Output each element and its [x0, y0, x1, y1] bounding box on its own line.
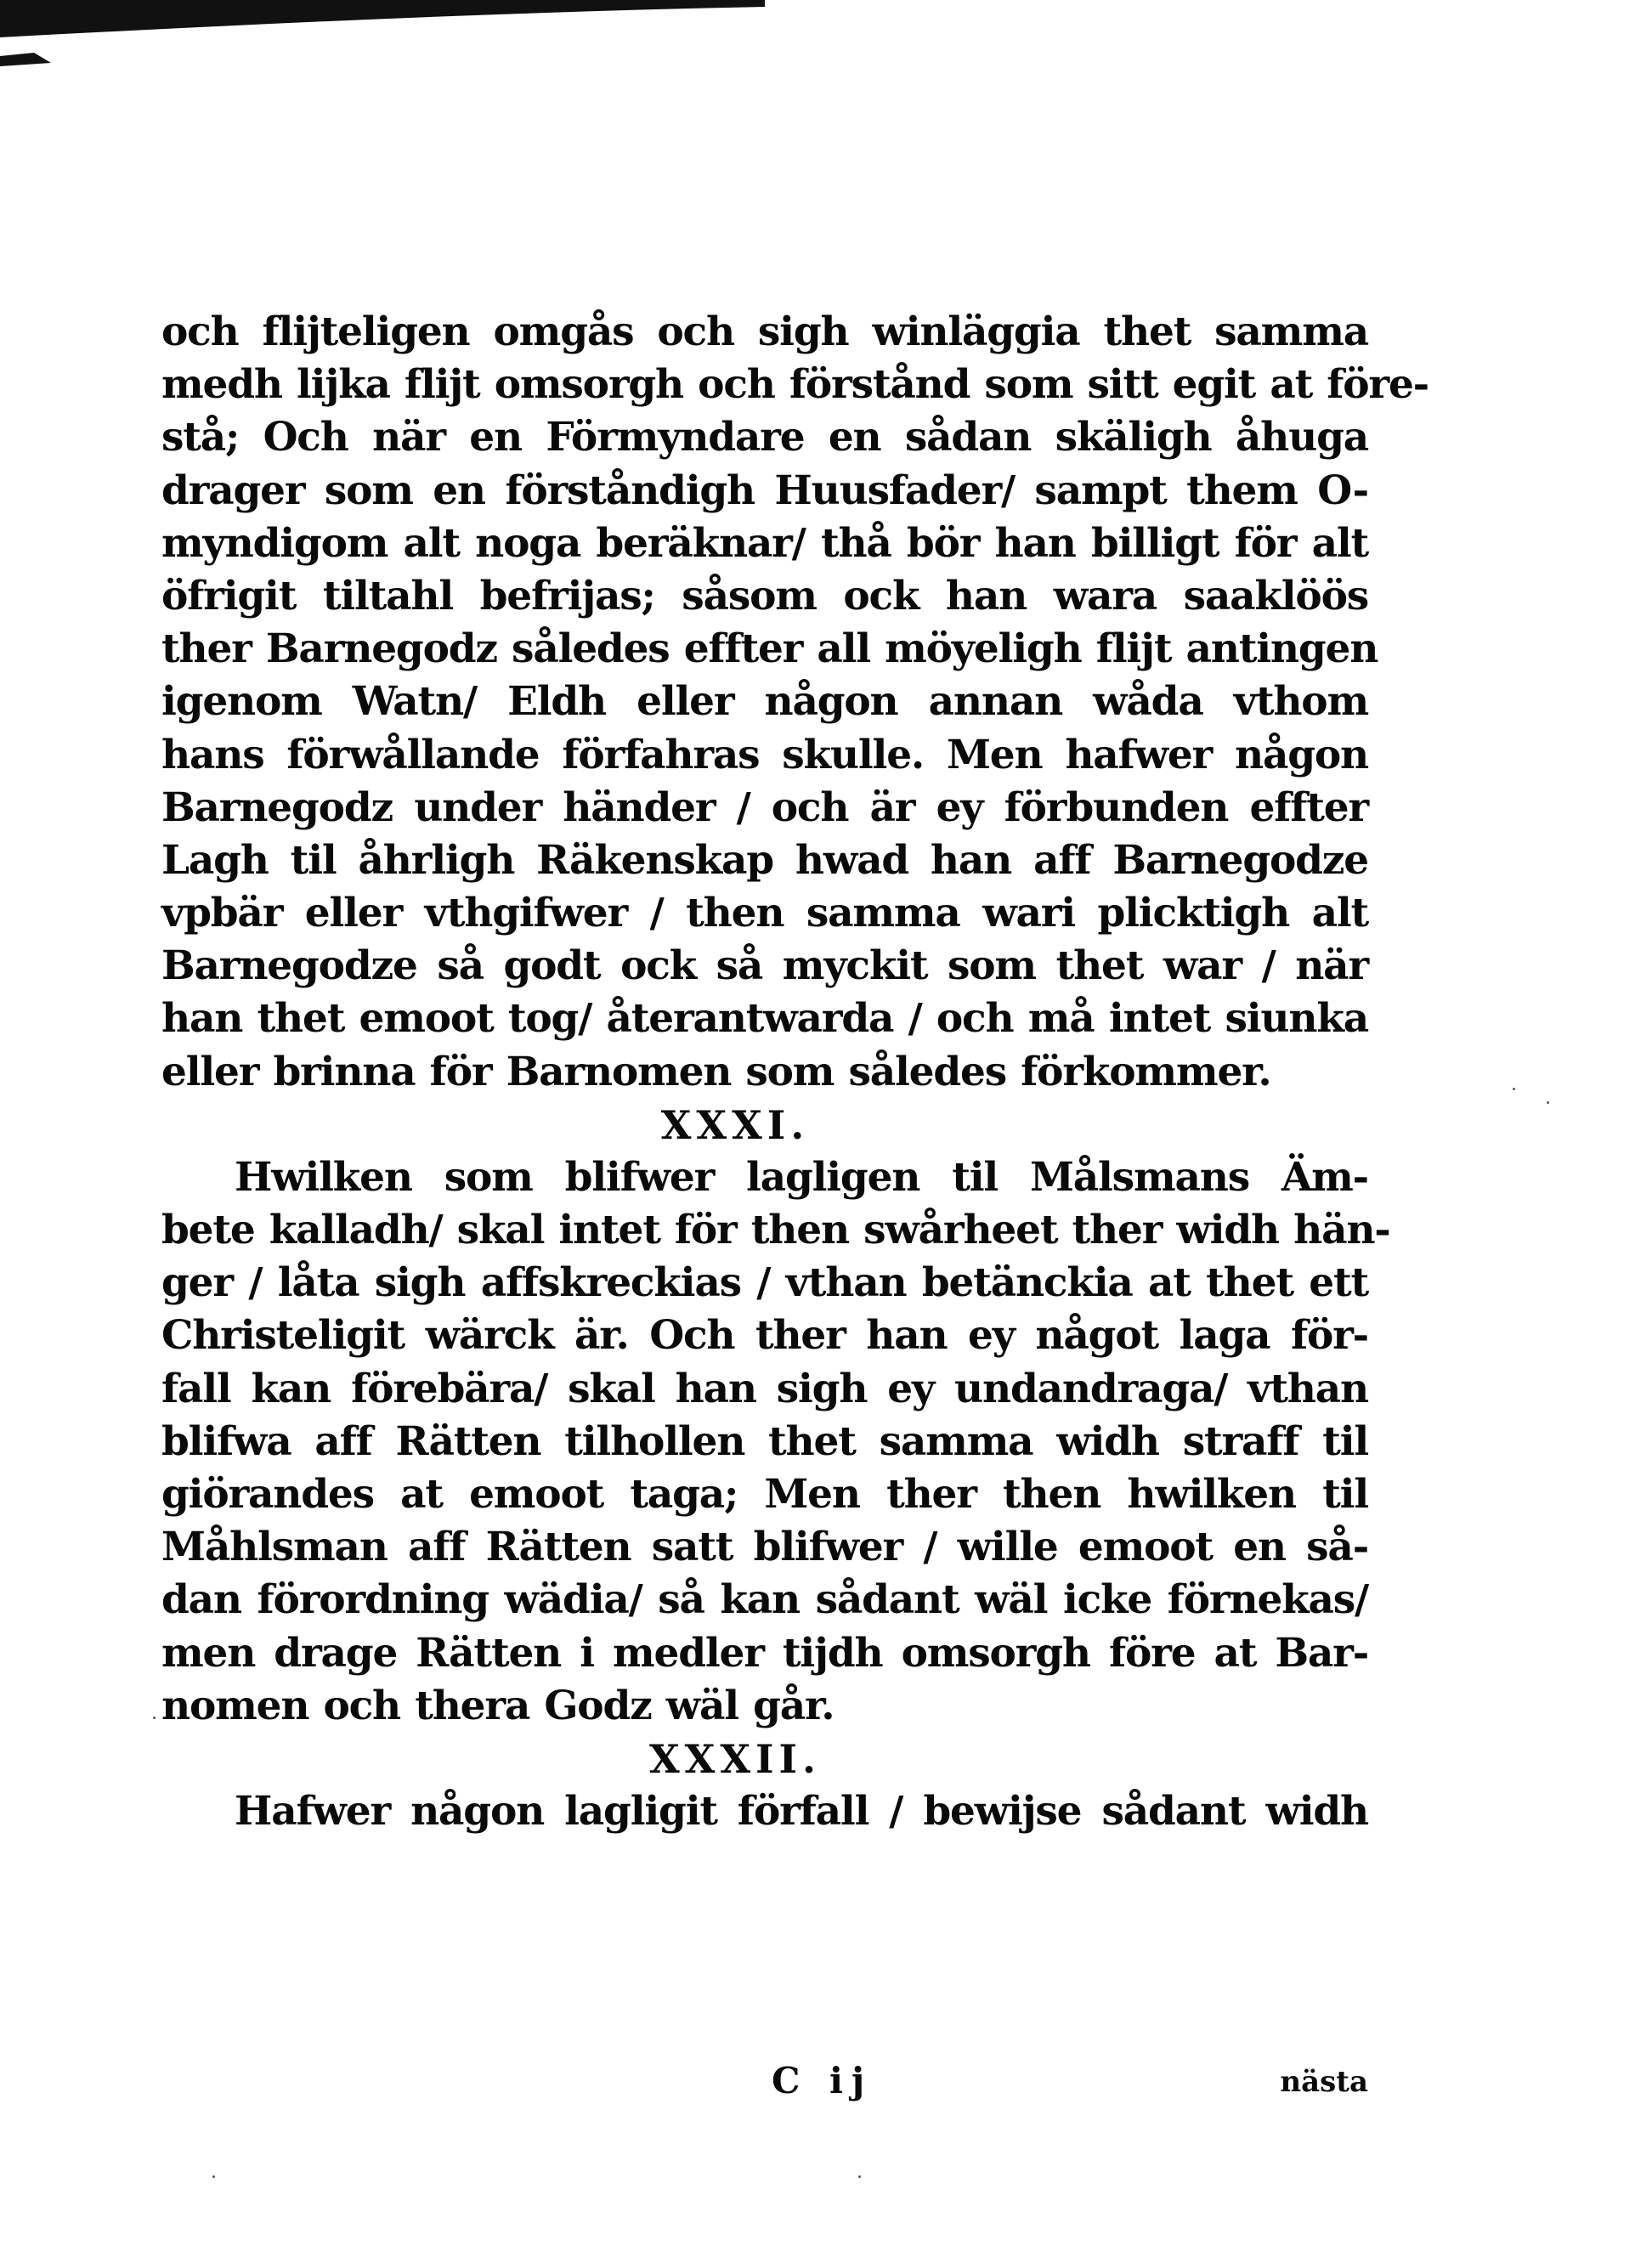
text-line: stå; Och när en Förmyndare en sådan skäligh åhuga	[161, 414, 1368, 461]
paper-speck	[212, 2175, 215, 2178]
text-line: öfrigit tiltahl befrijas; såsom ock han wara saaklöös	[161, 572, 1368, 619]
text-line: han thet emoot tog/ återantwarda / och må intet siunka	[161, 995, 1368, 1043]
text-line: ther Barnegodz således effter all möyeligh flijt antingen	[161, 625, 1378, 673]
text-line: Hafwer någon lagligit förfall / bewijse sådant widh	[235, 1787, 1368, 1835]
page-text-block	[161, 306, 1429, 1838]
text-line: hans förwållande förfahras skulle. Men hafwer någon	[161, 731, 1368, 778]
opening-paragraph	[161, 306, 1429, 1099]
text-line: eller brinna för Barnomen som således förkommer.	[161, 1048, 1271, 1095]
text-line: Lagh til åhrligh Räkenskap hwad han aff Barnegodze	[161, 836, 1368, 884]
text-line: giörandes at emoot taga; Men ther then hwilken til	[161, 1470, 1368, 1518]
paper-speck	[1547, 1101, 1549, 1104]
section-31-paragraph	[161, 1151, 1390, 1733]
text-line: nomen och thera Godz wäl går.	[161, 1682, 834, 1729]
paper-speck	[1513, 1088, 1515, 1090]
text-line: Christeligit wärck är. Och ther han ey något laga för-	[161, 1312, 1368, 1360]
text-line: ger / låta sigh affskreckias / vthan betänckia at thet ett	[161, 1259, 1368, 1307]
text-line: medh lijka flijt omsorgh och förstånd som sitt egit at före-	[161, 361, 1429, 409]
page-footer	[161, 2060, 1368, 2102]
section-32-paragraph	[161, 1785, 1368, 1838]
text-line: och flijteligen omgås och sigh winläggia thet samma	[161, 308, 1368, 355]
text-line: Barnegodze så godt ock så myckit som thet war / när	[161, 942, 1368, 990]
text-line: Måhlsman aff Rätten satt blifwer / wille emoot en så-	[161, 1524, 1368, 1571]
text-line: myndigom alt noga beräknar/ thå bör han billigt för alt	[161, 519, 1368, 567]
section-heading-32: XXXII.	[648, 1735, 822, 1782]
catchword: nästa	[1280, 2065, 1368, 2099]
text-line: drager som en förståndigh Huusfader/ sampt them O-	[161, 467, 1368, 514]
text-line: dan förordning wädia/ så kan sådant wäl icke förnekas/	[161, 1576, 1368, 1624]
section-heading-31: XXXI.	[660, 1101, 810, 1148]
text-line: fall kan förebära/ skal han sigh ey undandraga/ vthan	[161, 1365, 1368, 1412]
text-line: Hwilken som blifwer lagligen til Målsmans Äm-	[235, 1153, 1368, 1201]
page-top-edge-shadow	[0, 0, 1652, 76]
signature-mark: C ij	[772, 2060, 874, 2101]
paper-speck	[858, 2175, 861, 2178]
text-line: vpbär eller vthgifwer / then samma wari plicktigh alt	[161, 890, 1368, 937]
text-line: igenom Watn/ Eldh eller någon annan wåda vthom	[161, 678, 1368, 726]
text-line: Barnegodz under händer / och är ey förbunden effter	[161, 783, 1368, 831]
text-line: blifwa aff Rätten tilhollen thet samma widh straff til	[161, 1417, 1368, 1465]
text-line: bete kalladh/ skal intet för then swårheet ther widh hän-	[161, 1207, 1390, 1253]
text-line: men drage Rätten i medler tijdh omsorgh före at Bar-	[161, 1629, 1368, 1677]
paper-speck	[153, 1717, 156, 1719]
